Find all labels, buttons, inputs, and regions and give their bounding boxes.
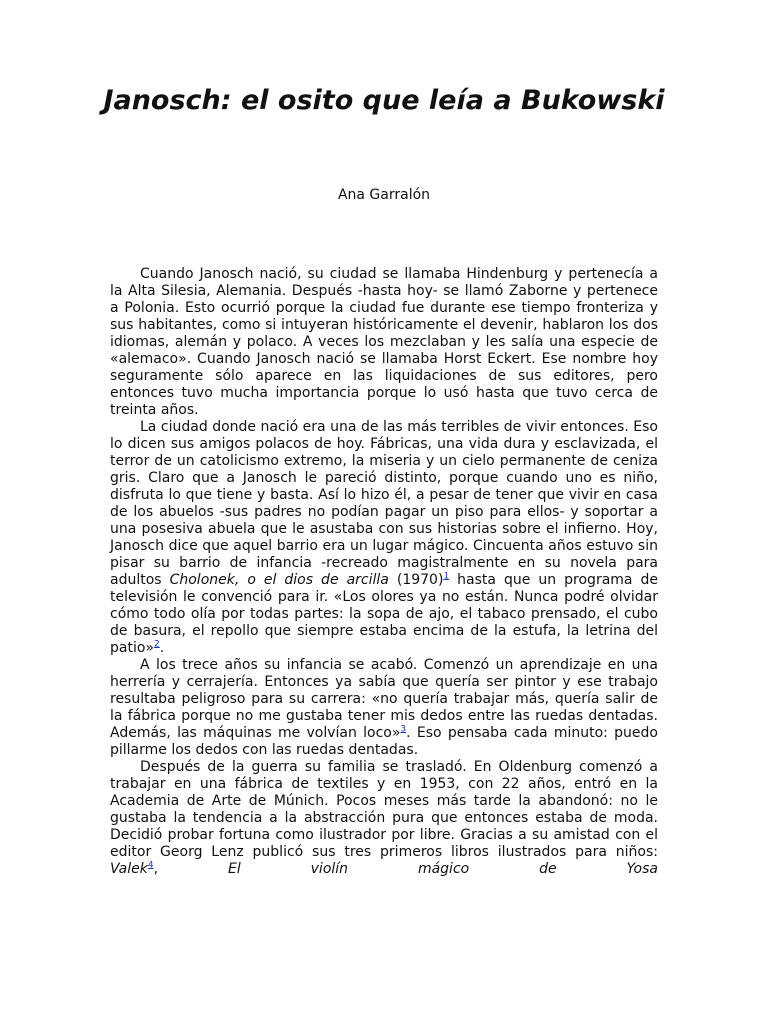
paragraph-3 xyxy=(110,657,658,759)
paragraph-2-text-b: (1970) xyxy=(388,572,444,588)
book-title-valek: Valek xyxy=(110,861,148,877)
footnote-link-1[interactable]: 1 xyxy=(443,571,450,582)
paragraph-4-text-a: Después de la guerra su familia se trasladó. En Oldenburg comenzó a trabajar en una fábrica de textiles y en 1953, con 22 años, entró en la Academia de Arte de Múnich. Pocos meses más tarde la abandonó: no le gustaba la tendencia a la abstracción pura que entonces estaba de moda. Decidió probar fortuna como ilustrador por libre. Gracias a su amistad con el editor Georg Lenz publicó sus tres primeros libros ilustrados para niños: xyxy=(110,759,658,860)
paragraph-2 xyxy=(110,419,658,657)
paragraph-4-text-b: , xyxy=(153,861,228,877)
paragraph-1 xyxy=(110,266,658,419)
footnote-link-2[interactable]: 2 xyxy=(153,639,160,650)
footnote-link-3[interactable]: 3 xyxy=(400,724,407,735)
paragraph-3-text-b: . Eso pensaba cada minuto: puedo pillarme los dedos con las ruedas dentadas. xyxy=(110,725,658,758)
author-name: Ana Garralón xyxy=(337,187,431,203)
paragraph-2-text-a: La ciudad donde nació era una de las más terribles de vivir entonces. Eso lo dicen sus amigos polacos de hoy. Fábricas, una vida dura y esclavizada, el terror de un catolicismo extremo, la miseria y un cielo permanente de ceniza gris. Claro que a Janosch le pareció distinto, porque cuando uno es niño, disfruta lo que tiene y basta. Así lo hizo él, a pesar de tener que vivir en casa de los abuelos -sus padres no podían pagar un piso para ellos- y soportar a una posesiva abuela que le asustaba con sus historias sobre el infierno. Hoy, Janosch dice que aquel barrio era un lugar mágico. Cincuenta años estuvo sin pisar su barrio de infancia -recreado magistralmente en su novela para adultos xyxy=(110,419,658,588)
paragraph-3-text-a: A los trece años su infancia se acabó. Comenzó un aprendizaje en una herrería y cerrajería. Entonces ya sabía que quería ser pintor y ese trabajo resultaba peligroso para su carrera: «no quería trabajar más, quería salir de la fábrica porque no me gustaba tener mis dedos entre las ruedas dentadas. Además, las máquinas me volvían loco» xyxy=(110,657,658,741)
paragraph-2-text-d: . xyxy=(159,640,165,656)
book-title-cholonek: Cholonek, o el dios de arcilla xyxy=(169,572,389,588)
document-title: Janosch: el osito que leía a Bukowski xyxy=(103,85,665,116)
paragraph-4 xyxy=(110,759,658,878)
book-title-violin-magico: El violín mágico de Yosa xyxy=(227,861,658,877)
paragraph-1-text: Cuando Janosch nació, su ciudad se llamaba Hindenburg y pertenecía a la Alta Silesia, Alemania. Después -hasta hoy- se llamó Zaborne y pertenece a Polonia. Esto ocurrió porque la ciudad fue durante ese tiempo fronteriza y sus habitantes, como si intuyeran históricamente el devenir, hablaron los dos idiomas, alemán y polaco. A veces los mezclaban y les salía una especie de «alemaco». Cuando Janosch nació se llamaba Horst Eckert. Ese nombre hoy seguramente sólo aparece en las liquidaciones de sus editores, pero entonces tuvo mucha importancia porque lo usó hasta que tuvo cerca de treinta años. xyxy=(110,266,658,418)
paragraph-2-text-c: hasta que un programa de televisión le convenció para ir. «Los olores ya no están. Nunca podré olvidar cómo todo olía por todas partes: la sopa de ajo, el tabaco prensado, el cubo de basura, el repollo que siempre estaba encima de la estufa, la letrina del patio» xyxy=(110,572,659,656)
article-body xyxy=(110,266,658,878)
footnote-link-4[interactable]: 4 xyxy=(147,860,154,871)
